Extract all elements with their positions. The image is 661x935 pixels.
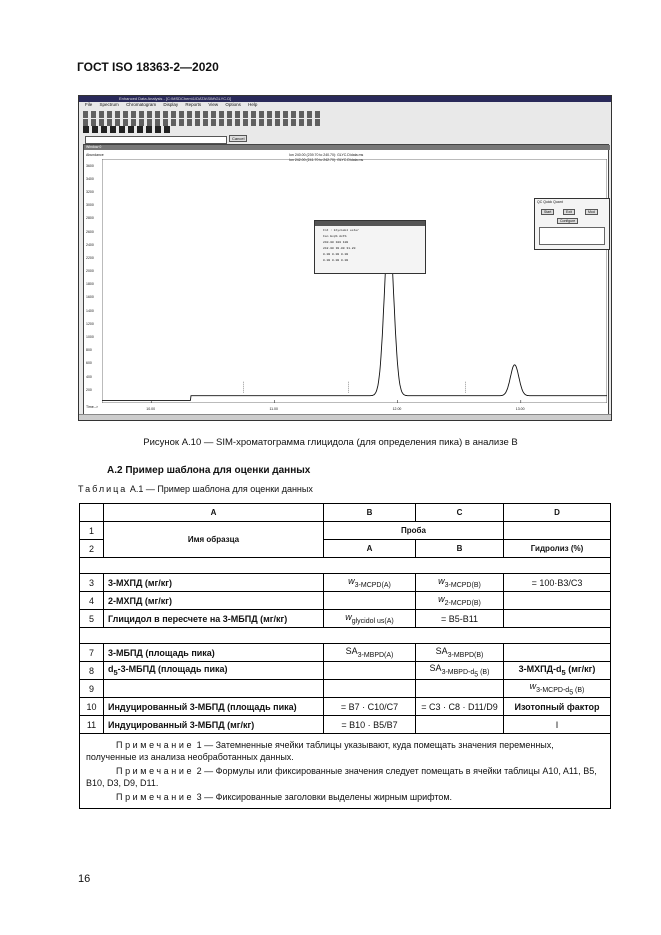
result-header [504,662,611,680]
var-symbol: w [529,680,537,691]
popup-line: 0.00 0.00 0.00 [323,253,349,256]
table-cell [80,504,104,522]
sub-header-b: B [416,540,504,558]
time-label: Time--> [86,405,99,409]
configure-button[interactable]: Configure [557,218,578,224]
table-row [80,592,611,610]
menu-chromatogram[interactable]: Chromatogram [126,102,157,107]
table-cell [416,716,504,734]
plot-border [102,159,607,403]
row-label: Индуцированный 3-МБПД (площадь пика) [104,698,324,716]
menu-file[interactable]: File [85,102,93,107]
plot-header-1: Ion 240.00 (239.70 to 240.70): GLYC.D\data.ms [289,153,364,157]
variable-cell [416,644,504,662]
x-tick-label: 10.00 [146,407,156,411]
row-number: 7 [80,644,104,662]
table-cell [324,680,416,698]
y-tick-label: 1400 [86,308,94,313]
menu-display[interactable]: Display [163,102,179,107]
row-label: 3-МБПД (площадь пика) [104,644,324,662]
var-symbol: SA [429,662,442,673]
label-part: 3-МХПД-d [518,664,562,675]
table-cell [104,680,324,698]
note-label: Примечание [116,792,195,802]
var-symbol: SA [345,646,358,657]
var-subscript: 3-MCPD(B) [444,581,481,589]
page-number: 16 [78,873,91,885]
sub-part: 3-MCPD-d [536,686,570,694]
variable-cell [324,610,416,628]
var-symbol: SA [435,646,448,657]
y-tick-label: 1000 [86,335,94,340]
x-tick-label: 11.00 [269,407,278,411]
y-tick-label: 800 [86,348,92,353]
isotope-factor-header: Изотопный фактор [504,698,611,716]
note-text: 1 — Затемненные ячейки таблицы указывают, куда помещать значения переменных, полученные из анализа необработанных данных. [86,740,554,762]
menu-help[interactable]: Help [248,102,258,107]
var-symbol: w [348,576,355,587]
table-cell [324,592,416,610]
popup-line: 242.00 30.00 31.20 [323,247,356,250]
abundance-label: Abundance [86,153,104,157]
chromatogram-window [83,144,609,418]
col-letter-b: B [324,504,416,522]
status-bar [79,414,611,420]
label-subscript: 5 [561,667,566,677]
variable-cell [324,644,416,662]
table-row [80,522,611,540]
table-row [80,734,611,809]
cancel-button[interactable]: Cancel [229,135,247,142]
menu-reports[interactable]: Reports [185,102,202,107]
table-row [80,662,611,680]
app-title: Enhanced Data Analysis - [C:\MSDChem\1\DATA\SIM\GLYC.D] [119,96,232,101]
y-tick-label: 1800 [86,282,94,287]
y-tick-label: 400 [86,374,92,379]
y-tick-label: 1200 [86,321,94,326]
table-row [80,558,611,574]
table-cell [504,522,611,540]
popup-line: 240.00 100 100 [323,241,349,244]
popup-titlebar [315,221,425,226]
menu-bar [79,102,611,109]
sub-header-a: A [324,540,416,558]
note [86,765,604,789]
table-caption-text: А.1 — Пример шаблона для оценки данных [129,484,313,494]
window-title: Window 0 [84,145,610,150]
row-number: 5 [80,610,104,628]
row-number: 3 [80,574,104,592]
section-title: А.2 Пример шаблона для оценки данных [107,465,311,476]
start-button[interactable]: Start [541,209,554,215]
row-label [104,662,324,680]
variable-cell [416,574,504,592]
plot-header-2: Ion 242.00 (241.70 to 242.70): GLYC.D\data.ms [289,158,364,162]
y-tick-label: 1600 [86,295,94,300]
popup-line: 0.00 0.00 0.00 [323,259,349,262]
document-header: ГОСТ ISO 18363-2—2020 [77,60,219,74]
popup-line: Int : Glycidol ester [323,229,360,232]
label-part: d [108,664,114,675]
x-tick-label: 13.00 [515,407,525,411]
y-tick-label: 3000 [86,203,94,208]
y-tick-label: 3600 [86,163,94,168]
row-label: 2-МХПД (мг/кг) [104,592,324,610]
sub-part: (B) [573,686,585,694]
var-subscript: 2-MCPD(B) [444,599,481,607]
row-number: 4 [80,592,104,610]
note-label: Примечание [116,740,195,750]
var-subscript: 3-MBPD(B) [447,651,484,659]
sub-part: (B) [478,668,490,676]
menu-options[interactable]: Options [225,102,241,107]
figure-caption: Рисунок А.10 — SIM-хроматограмма глицидола (для определения пика) в анализе В [143,437,518,448]
label-part: (мг/кг) [565,664,596,675]
probe-header: Проба [324,522,504,540]
hydrolysis-header: Гидролиз (%) [504,540,611,558]
toolbar-row-1[interactable] [83,111,323,118]
sub-part: 3-MBPD-d [441,668,475,676]
var-subscript: 3-MBPD(A) [357,651,394,659]
command-combo[interactable] [85,136,227,144]
popup-line: Ion Exp% Act% [323,235,347,238]
table-cell [504,592,611,610]
col-letter-c: C [416,504,504,522]
var-subscript: 3-MCPD(A) [354,581,391,589]
label-part: -3-МБПД (площадь пика) [117,664,228,675]
table-caption [78,484,313,494]
col-letter-d: D [504,504,611,522]
ion-ratio-popup [314,220,426,274]
row-number: 9 [80,680,104,698]
compound-list[interactable] [539,227,605,245]
row-label: Индуцированный 3-МБПД (мг/кг) [104,716,324,734]
y-tick-label: 2800 [86,216,94,221]
quick-quant-window [534,198,610,250]
table-row [80,680,611,698]
formula-cell: = B10 · B5/B7 [324,716,416,734]
var-subscript [441,668,490,679]
table-caption-label: Таблица [78,484,128,494]
table-row [80,716,611,734]
row-number: 10 [80,698,104,716]
table-row [80,698,611,716]
exit-button[interactable]: Exit [563,209,575,215]
x-tick-label: 12.00 [392,407,402,411]
menu-spectrum[interactable]: Spectrum [99,102,119,107]
col-letter-a: A [104,504,324,522]
data-evaluation-table [79,503,611,809]
y-tick-label: 2200 [86,255,94,260]
var-subscript: glycidol us(A) [351,617,394,625]
note-text: 3 — Фиксированные заголовки выделены жирным шрифтом. [196,792,453,802]
row-number: 2 [80,540,104,558]
var-subscript [536,686,585,697]
toolbar-row-3[interactable] [83,126,173,133]
row-number: 1 [80,522,104,540]
var-symbol: w [345,612,352,623]
table-cell [504,610,611,628]
note-text: 2 — Формулы или фиксированные значения следует помещать в ячейки таблицы A10, A11, B5, B10, D3, D9, D11. [86,766,597,788]
formula-cell: = C3 · C8 · D11/D9 [416,698,504,716]
row-number: 11 [80,716,104,734]
isotope-factor-value: I [504,716,611,734]
variable-cell [324,574,416,592]
variable-cell [416,592,504,610]
label-subscript: 5 [113,667,118,677]
toolbar-row-2[interactable] [83,119,323,126]
sub-part: 5 [474,671,479,679]
table-row [80,628,611,644]
chromatogram-screenshot [78,95,612,421]
table-cell [504,644,611,662]
table-row [80,610,611,628]
table-row [80,574,611,592]
table-cell [416,680,504,698]
formula-cell: = B5-B11 [416,610,504,628]
note [86,791,604,803]
y-tick-label: 3200 [86,189,94,194]
chromatogram-plot [102,159,607,403]
table-cell [324,662,416,680]
row-label: 3-МХПД (мг/кг) [104,574,324,592]
empty-row [80,628,611,644]
y-tick-label: 2000 [86,269,94,274]
menu-view[interactable]: View [208,102,219,107]
row-label: Глицидол в пересчете на 3-МБПД (мг/кг) [104,610,324,628]
sample-name-header: Имя образца [104,522,324,558]
table-row [80,644,611,662]
mod-button[interactable]: Mod [585,209,598,215]
row-number: 8 [80,662,104,680]
var-symbol: w [438,594,445,605]
table-row [80,504,611,522]
table-notes [80,734,611,809]
quick-title: QC Quick Quant [537,200,563,204]
sub-part: 5 [569,689,574,697]
y-tick-label: 200 [86,387,92,392]
y-tick-label: 3400 [86,176,94,181]
y-tick-label: 2400 [86,242,94,247]
var-symbol: w [438,576,445,587]
variable-cell [504,680,611,698]
variable-cell [416,662,504,680]
empty-row [80,558,611,574]
note [86,739,604,763]
y-tick-label: 2600 [86,229,94,234]
formula-cell: = B7 · C10/C7 [324,698,416,716]
note-label: Примечание [116,766,195,776]
formula-cell: = 100·B3/C3 [504,574,611,592]
y-tick-label: 600 [86,361,92,366]
